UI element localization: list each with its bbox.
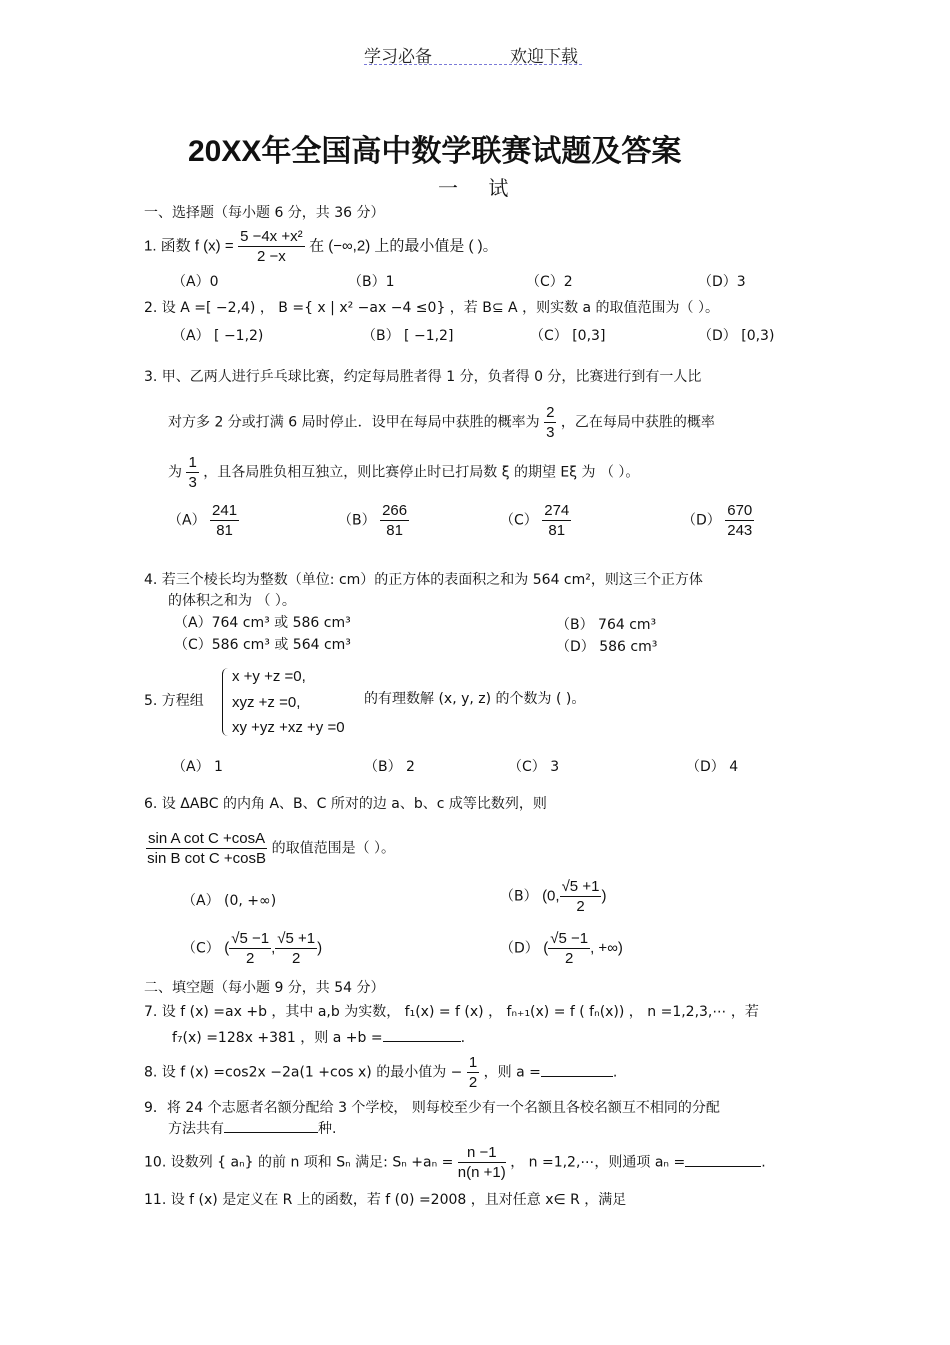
q1-text-b: 在 (−∞,2) 上的最小值是 ( )。 — [309, 237, 498, 255]
q2-option-c: （C） [0,3] — [530, 328, 606, 344]
frac-num: √5 −1 — [550, 930, 589, 947]
frac-den: 81 — [216, 522, 233, 539]
q5-option-c: （C） 3 — [508, 759, 560, 775]
option-label: （B） — [338, 512, 376, 529]
q9-answer-blank[interactable] — [224, 1118, 318, 1133]
q10-text-a: 10. 设数列 { aₙ} 的前 n 项和 Sₙ 满足: Sₙ +aₙ = — [144, 1154, 454, 1171]
question-5-text: 的有理数解 (x, y, z) 的个数为 ( )。 — [364, 691, 586, 707]
q1-fraction — [238, 228, 305, 265]
q6-optc-close: ) — [317, 939, 323, 957]
q3-frac-den: 3 — [546, 424, 555, 441]
frac-num: 1 — [468, 1054, 478, 1071]
q8-answer-blank[interactable] — [541, 1062, 613, 1077]
option-fraction — [210, 502, 239, 539]
frac-num: √5 +1 — [561, 878, 600, 895]
option-fraction — [725, 502, 754, 539]
q6-optd-frac — [548, 930, 590, 967]
frac-den: 2 — [245, 950, 255, 967]
q1-frac-num: 5 −4x +x² — [240, 228, 303, 245]
frac-den: 2 — [576, 898, 585, 915]
option-label: （C） — [182, 940, 220, 957]
question-3-line2 — [168, 404, 715, 441]
question-10: 10. 设数列 { aₙ} 的前 n 项和 Sₙ 满足: Sₙ +aₙ = $\frac{n -1}{n(n +1)}$ ， n =1,2,⋯，则通项 aₙ = . — [144, 1144, 766, 1181]
header-right: 欢迎下载 — [510, 47, 578, 67]
q4-option-d: （D） 586 cm³ — [556, 639, 658, 655]
question-3-line1: 3. 甲、乙两人进行乒乓球比赛，约定每局胜者得 1 分，负者得 0 分，比赛进行到有一人比 — [144, 369, 702, 385]
q7-line2-text: f₇(x) =128x +381 ，则 a +b = — [172, 1030, 383, 1046]
q6-optd-open: ( — [543, 939, 549, 957]
question-6-line2 — [146, 830, 395, 867]
q8-text-b: ，则 a = — [483, 1064, 541, 1081]
q1-option-d: （D）3 — [698, 274, 746, 290]
q6-option-d — [500, 930, 623, 967]
frac-num: 274 — [544, 502, 570, 519]
q6-optc-open: ( — [224, 939, 230, 957]
frac-den: 81 — [548, 522, 566, 539]
option-label: （C） — [500, 512, 538, 529]
question-1 — [144, 228, 498, 265]
question-3-line3 — [168, 454, 639, 491]
q6-frac-den: sin B cot C +cosB — [147, 850, 266, 867]
q5-equation-2: xyz +z =0, — [232, 694, 301, 711]
q3-line3-text: 为 — [168, 464, 182, 481]
q3-line3-tail: ，且各局胜负相互独立，则比赛停止时已打局数 ξ 的期望 Eξ 为 （ ）。 — [203, 464, 640, 481]
option-label: （D） — [500, 940, 539, 957]
q4-option-b: （B） 764 cm³ — [556, 617, 657, 633]
q3-option-c — [500, 502, 571, 539]
question-9-line1: 9．将 24 个志愿者名额分配给 3 个学校， 则每校至少有一个名额且各校名额互不相同的分配 — [144, 1100, 720, 1116]
frac-num: n −1 — [458, 1144, 506, 1163]
q2-option-b: （B） [ −1,2] — [362, 328, 454, 344]
frac-num: √5 −1 — [231, 930, 270, 947]
q5-option-b: （B） 2 — [364, 759, 415, 775]
q6-text: 的取值范围是（ ）。 — [271, 840, 396, 857]
option-fraction — [542, 502, 571, 539]
q3-line2-tail: ，乙在每局中获胜的概率 — [560, 414, 715, 431]
q4-option-a: （A）764 cm³ 或 586 cm³ — [174, 615, 351, 631]
q6-optb-frac — [560, 878, 602, 915]
question-7-line2: f₇(x) =128x +381 ，则 a +b = . — [172, 1027, 465, 1047]
section-heading-choice: 一、选择题（每小题 6 分，共 36 分） — [144, 205, 385, 221]
frac-den: 2 — [564, 950, 574, 967]
q3-frac-two-thirds — [544, 404, 556, 441]
q8-fraction — [467, 1054, 479, 1091]
header-divider — [364, 64, 582, 65]
q5-equation-1: x +y +z =0, — [232, 668, 306, 685]
question-7-line1: 7. 设 f (x) =ax +b ，其中 a,b 为实数， f₁(x) = f (x) ， fₙ₊₁(x) = f ( fₙ(x)) ， n =1,2,3,⋯ ，若 — [144, 1004, 759, 1020]
q1-option-a: （A）0 — [172, 274, 219, 290]
frac-den: 243 — [727, 522, 753, 539]
q3-option-a — [168, 502, 239, 539]
q9-line2-tail: 种. — [318, 1121, 337, 1137]
question-9-line2 — [168, 1118, 336, 1138]
option-label: （B） — [500, 888, 538, 905]
q6-optd-tail: , +∞) — [590, 939, 623, 957]
q6-option-c — [182, 930, 322, 967]
q2-option-a: （A） [ −1,2) — [172, 328, 264, 344]
q3-frac-num: 2 — [546, 404, 555, 421]
q3-frac-den: 3 — [188, 474, 197, 491]
frac-den: n(n +1) — [457, 1164, 506, 1181]
q9-line2-text: 方法共有 — [168, 1121, 224, 1137]
q3-option-d — [682, 502, 754, 539]
q6-optb-close: ) — [601, 887, 607, 905]
q6-optb-open: (0, — [542, 887, 560, 905]
q1-frac-den: 2 −x — [256, 248, 286, 265]
q2-option-d: （D） [0,3) — [698, 328, 775, 344]
q6-option-a: （A） (0, +∞) — [182, 893, 277, 909]
frac-num: 670 — [727, 502, 753, 519]
question-4-line1: 4. 若三个棱长均为整数（单位: cm）的正方体的表面积之和为 564 cm²，则这三个正方体 — [144, 572, 703, 588]
q6-optc-frac2 — [275, 930, 317, 967]
frac-num: 241 — [212, 502, 238, 519]
q6-optc-frac1 — [229, 930, 271, 967]
option-label: （A） — [168, 512, 206, 529]
subtitle: 一 试 — [438, 176, 521, 200]
section-heading-fill: 二、填空题（每小题 9 分，共 54 分） — [144, 980, 385, 996]
q6-optc-comma: , — [271, 939, 276, 957]
question-6-line1: 6. 设 ΔABC 的内角 A、B、C 所对的边 a、b、c 成等比数列，则 — [144, 796, 547, 812]
question-8: 8. 设 f (x) =cos2x −2a(1 +cos x) 的最小值为 − $\frac{1}{2}$ ，则 a = . — [144, 1054, 618, 1091]
q3-frac-one-third — [186, 454, 198, 491]
q5-option-a: （A） 1 — [172, 759, 223, 775]
question-5-label: 5. 方程组 — [144, 693, 204, 709]
page-title: 20XX年全国高中数学联赛试题及答案 — [188, 135, 682, 168]
q3-line2-text: 对方多 2 分或打满 6 局时停止．设甲在每局中获胜的概率为 — [168, 414, 540, 431]
q6-frac-num: sin A cot C +cosA — [148, 830, 266, 847]
q1-option-c: （C）2 — [526, 274, 573, 290]
q8-text-a: 8. 设 f (x) =cos2x −2a(1 +cos x) 的最小值为 − — [144, 1064, 463, 1081]
q5-option-d: （D） 4 — [686, 759, 739, 775]
frac-num: 266 — [382, 502, 408, 519]
option-fraction — [380, 502, 409, 539]
q4-option-c: （C）586 cm³ 或 564 cm³ — [174, 637, 351, 653]
question-2: 2. 设 A =[ −2,4) ， B ={ x | x² −ax −4 ≤0} ，若 B⊆ A ，则实数 a 的取值范围为（ ）。 — [144, 300, 719, 316]
q5-equation-3: xy +yz +xz +y =0 — [232, 719, 345, 736]
q10-text-b: ， n =1,2,⋯，则通项 aₙ = — [510, 1154, 686, 1171]
header-left: 学习必备 — [364, 47, 432, 67]
option-label: （D） — [682, 512, 721, 529]
q10-fraction — [458, 1144, 506, 1181]
frac-num: √5 +1 — [277, 930, 316, 947]
q7-answer-blank[interactable] — [383, 1027, 461, 1042]
system-brace — [222, 668, 231, 736]
q10-answer-blank[interactable] — [685, 1152, 761, 1167]
question-11: 11. 设 f (x) 是定义在 R 上的函数，若 f (0) =2008 ，且对任意 x∈ R ，满足 — [144, 1192, 627, 1208]
question-4-line2: 的体积之和为 （ ）。 — [168, 593, 296, 609]
q3-frac-num: 1 — [188, 454, 197, 471]
q1-text-a: 1. 函数 f (x) = — [144, 237, 234, 255]
q3-option-b — [338, 502, 409, 539]
frac-den: 2 — [468, 1074, 478, 1091]
frac-den: 81 — [386, 522, 403, 539]
q6-fraction — [146, 830, 267, 867]
q1-option-b: （B）1 — [348, 274, 395, 290]
frac-den: 2 — [292, 950, 301, 967]
q6-option-b — [500, 878, 606, 915]
